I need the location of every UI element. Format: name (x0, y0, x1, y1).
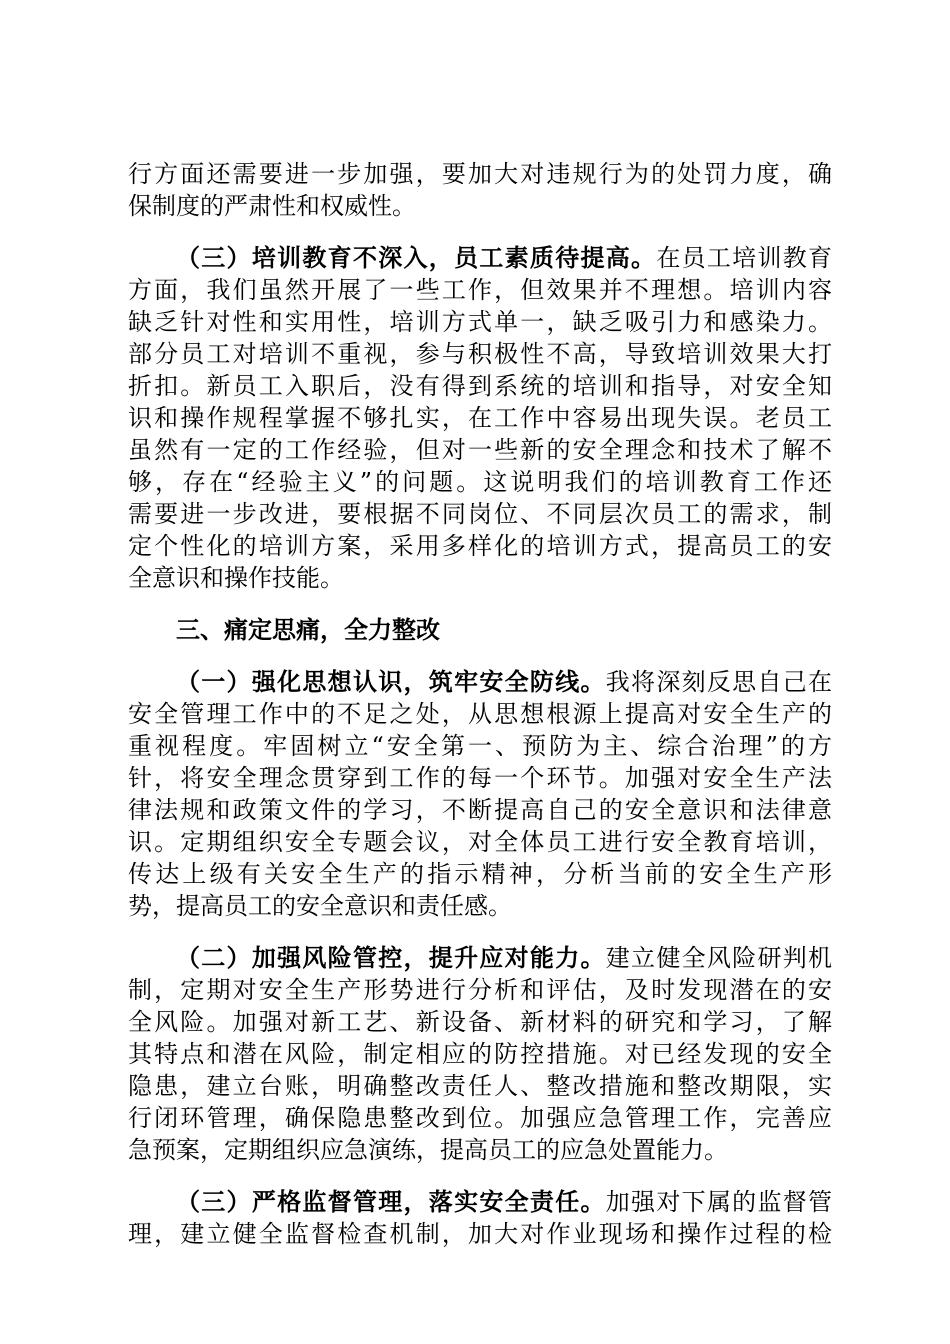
text-line: 部分员工对培训不重视，参与积极性不高，导致培训效果大打 (128, 340, 832, 368)
paragraph-first-text: 在员工培训教育 (656, 244, 833, 272)
text-line: 缺乏针对性和实用性，培训方式单一，缺乏吸引力和感染力。 (128, 308, 832, 336)
text-line-first (128, 942, 832, 974)
paragraph-awareness (128, 666, 832, 922)
paragraph-first-text: 加强对下属的监督管 (605, 1188, 833, 1216)
paragraph-lead-heading: （二）加强风险管控，提升应对能力。 (176, 944, 606, 972)
text-line-first (128, 666, 832, 698)
paragraph-lead-heading: （三）培训教育不深入，员工素质待提高。 (176, 244, 657, 272)
text-line: 理，建立健全监督检查机制，加大对作业现场和操作过程的检 (128, 1220, 832, 1248)
text-line: 折扣。新员工入职后，没有得到系统的培训和指导，对安全知 (128, 372, 832, 400)
text-line: 全意识和操作技能。 (128, 564, 344, 592)
text-line: 识和操作规程掌握不够扎实，在工作中容易出现失误。老员工 (128, 404, 832, 432)
text-line: 重视程度。牢固树立“安全第一、预防为主、综合治理”的方 (128, 732, 832, 760)
paragraph-risk-control (128, 942, 832, 1166)
text-line: 方面，我们虽然开展了一些工作，但效果并不理想。培训内容 (128, 276, 832, 304)
paragraph-continuation (128, 158, 832, 222)
text-line: 行闭环管理，确保隐患整改到位。加强应急管理工作，完善应 (128, 1104, 832, 1132)
paragraph-training (128, 242, 832, 594)
text-line: 急预案，定期组织应急演练，提高员工的应急处置能力。 (128, 1136, 728, 1164)
paragraph-lead-heading: （三）严格监督管理，落实安全责任。 (176, 1188, 606, 1216)
text-line: 针，将安全理念贯穿到工作的每一个环节。加强对安全生产法 (128, 764, 832, 792)
section-heading: 三、痛定思痛，全力整改 (176, 616, 440, 644)
paragraph-lead-heading: （一）强化思想认识，筑牢安全防线。 (176, 668, 606, 696)
text-line: 制，定期对安全生产形势进行分析和评估，及时发现潜在的安 (128, 976, 832, 1004)
paragraph-first-text: 我将深刻反思自己在 (605, 668, 833, 696)
text-line: 定个性化的培训方案，采用多样化的培训方式，提高员工的安 (128, 532, 832, 560)
text-line-first (128, 242, 832, 274)
text-line: 虽然有一定的工作经验，但对一些新的安全理念和技术了解不 (128, 436, 832, 464)
text-line: 律法规和政策文件的学习，不断提高自己的安全意识和法律意 (128, 796, 832, 824)
text-line: 行方面还需要进一步加强，要加大对违规行为的处罚力度，确 (128, 160, 832, 188)
text-line: 安全管理工作中的不足之处，从思想根源上提高对安全生产的 (128, 700, 832, 728)
text-line: 其特点和潜在风险，制定相应的防控措施。对已经发现的安全 (128, 1040, 832, 1068)
text-line: 传达上级有关安全生产的指示精神，分析当前的安全生产形 (128, 860, 832, 888)
text-line: 需要进一步改进，要根据不同岗位、不同层次员工的需求，制 (128, 500, 832, 528)
text-line: 识。定期组织安全专题会议，对全体员工进行安全教育培训， (128, 828, 832, 856)
text-line: 全风险。加强对新工艺、新设备、新材料的研究和学习，了解 (128, 1008, 832, 1036)
paragraph-supervision (128, 1186, 832, 1250)
text-line: 势，提高员工的安全意识和责任感。 (128, 892, 512, 920)
paragraph-first-text: 建立健全风险研判机 (605, 944, 833, 972)
text-line-first (128, 1186, 832, 1218)
document-page (128, 158, 832, 1270)
section-heading-block (128, 614, 832, 646)
text-line: 保制度的严肃性和权威性。 (128, 192, 416, 220)
text-line: 隐患，建立台账，明确整改责任人、整改措施和整改期限，实 (128, 1072, 832, 1100)
text-line: 够，存在“经验主义”的问题。这说明我们的培训教育工作还 (128, 468, 832, 496)
